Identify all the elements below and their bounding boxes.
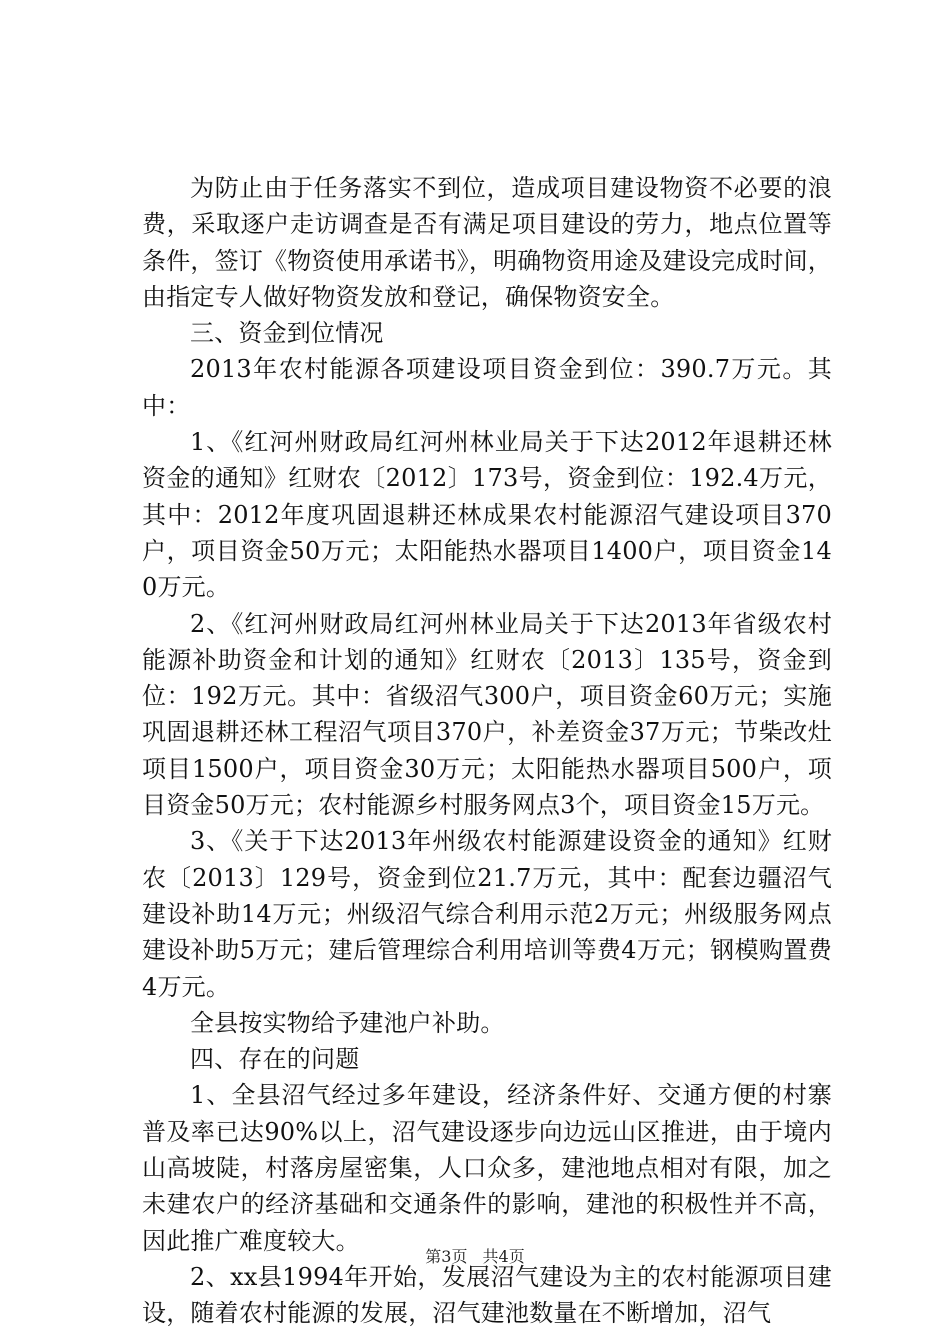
paragraph-problem-2: 2、xx县1994年开始，发展沼气建设为主的农村能源项目建设，随着农村能源的发展，沼气建池数量在不断增加，沼气 (142, 1262, 832, 1328)
paragraph-funding-total: 2013年农村能源各项建设项目资金到位：390.7万元。其中： (142, 355, 832, 420)
page-total: 共4页 (482, 1247, 525, 1266)
document-body (142, 170, 832, 1332)
section-heading-funding: 三、资金到位情况 (190, 319, 384, 348)
paragraph-materials-safety: 为防止由于任务落实不到位，造成项目建设物资不必要的浪费，采取逐户走访调查是否有满足项目建设的劳力，地点位置等条件，签订《物资使用承诺书》，明确物资用途及建设完成时间，由指定专人做好物资发放和登记，确保物资安全。 (142, 174, 832, 311)
page-footer (0, 1244, 950, 1267)
paragraph-funding-item-3: 3、《关于下达2013年州级农村能源建设资金的通知》红财农〔2013〕129号，资金到位21.7万元，其中：配套边疆沼气建设补助14万元；州级沼气综合利用示范2万元；州级服务网点建设补助5万元；建后管理综合利用培训等费4万元；钢模购置费4万元。 (142, 827, 832, 1001)
section-heading-problems: 四、存在的问题 (190, 1045, 360, 1074)
page-number: 第3页 (425, 1247, 468, 1266)
paragraph-funding-item-2: 2、《红河州财政局红河州林业局关于下达2013年省级农村能源补助资金和计划的通知》红财农〔2013〕135号，资金到位：192万元。其中：省级沼气300户，项目资金60万元；实施巩固退耕还林工程沼气项目370户，补差资金37万元；节柴改灶项目1500户，项目资金30万元；太阳能热水器项目500户，项目资金50万元；农村能源乡村服务网点3个，项目资金15万元。 (142, 609, 832, 820)
paragraph-funding-item-1: 1、《红河州财政局红河州林业局关于下达2012年退耕还林资金的通知》红财农〔2012〕173号，资金到位：192.4万元，其中：2012年度巩固退耕还林成果农村能源沼气建设项目370户，项目资金50万元；太阳能热水器项目1400户，项目资金140万元。 (142, 428, 832, 602)
paragraph-problem-1: 1、全县沼气经过多年建设，经济条件好、交通方便的村寨普及率已达90%以上，沼气建设逐步向边远山区推进，由于境内山高坡陡，村落房屋密集，人口众多，建池地点相对有限，加之未建农户的经济基础和交通条件的影响，建池的积极性并不高，因此推广难度较大。 (142, 1081, 832, 1255)
paragraph-subsidy-note: 全县按实物给予建池户补助。 (190, 1008, 505, 1037)
